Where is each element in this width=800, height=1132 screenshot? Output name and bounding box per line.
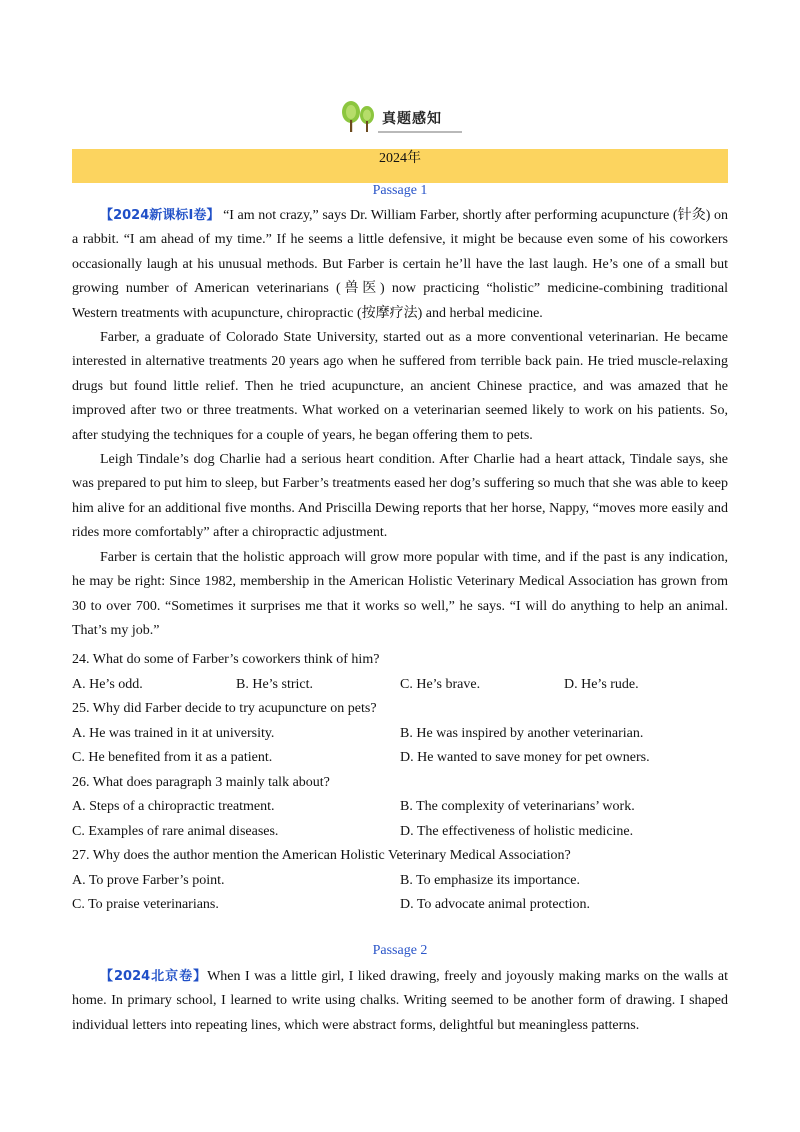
option-row — [72, 893, 728, 918]
question-stem: 25. Why did Farber decide to try acupuncture on pets? — [72, 701, 377, 716]
source-tag: 【2024新课标Ⅰ卷】 — [100, 208, 220, 223]
option-row — [72, 673, 728, 698]
option-d: D. He wanted to save money for pet owners. — [400, 750, 650, 765]
year-banner: 2024年 — [72, 149, 728, 183]
passage-1-paragraph: Farber, a graduate of Colorado State University, started out as a more conventional veterinarian. He became interested in alternative treatments 20 years ago when he suffered from terrible back pain. He tried muscle-relaxing drugs but found little relief. Then he tried acupuncture, an ancient Chinese practice, and was amazed that he improved after two or three treatments. What worked on a veterinarian seemed likely to work on his patients. So, after studying the techniques for a couple of years, he began offering them to pets. — [72, 330, 728, 443]
title-underline — [378, 131, 462, 133]
section-title: 真题感知 — [382, 111, 442, 127]
passage-2-paragraph: 【2024北京卷】When I was a little girl, I liked drawing, freely and joyously making marks on the walls at home. In primary school, I learned to write using chalks. Writing seemed to be another form of drawing. I shaped individual letters into repeating lines, which were abstract forms, delightful but meaningless patterns. — [72, 969, 729, 1033]
option-row — [72, 746, 728, 771]
passage-1-paragraph: Leigh Tindale’s dog Charlie had a serious heart condition. After Charlie had a heart attack, Tindale says, she was prepared to put him to sleep, but Farber’s treatments eased her dog’s suffering so much that she was able to keep him alive for an additional five months. And Priscilla Dewing reports that her horse, Nappy, “moves more easily and rides more comfortably” after a chiropractic adjustment. — [72, 452, 728, 541]
section-header-badge — [338, 100, 462, 136]
option-d: D. He’s rude. — [564, 676, 639, 692]
question-list — [72, 648, 728, 918]
tree-icon — [338, 100, 378, 134]
option-a: A. He’s odd. — [72, 676, 143, 692]
option-row — [72, 820, 728, 845]
option-b: B. He’s strict. — [236, 676, 313, 692]
option-b: B. To emphasize its importance. — [400, 872, 580, 888]
question-stem: 27. Why does the author mention the American Holistic Veterinary Medical Association? — [72, 848, 571, 863]
option-d: D. To advocate animal protection. — [400, 897, 591, 912]
option-row — [72, 869, 728, 894]
passage-1-paragraph: 【2024新课标Ⅰ卷】 “I am not crazy,” says Dr. William Farber, shortly after performing acupuncture (针灸) on a rabbit. “I am ahead of my time.” If he seems a little defensive, it might be because even some of his coworkers occasionally laugh at his unusual methods. But Farber is certain he’ll have the last laugh. He’s one of a small but growing number of American veterinarians (兽医) now practicing “holistic” medicine-combining traditional Western treatments with acupuncture, chiropractic (按摩疗法) and herbal medicine. — [72, 208, 728, 321]
source-tag: 【2024北京卷】 — [100, 969, 208, 984]
option-c: C. He benefited from it as a patient. — [72, 750, 273, 765]
option-a: A. Steps of a chiropractic treatment. — [72, 799, 275, 814]
passage-2-heading: Passage 2 — [372, 943, 428, 958]
option-b: B. The complexity of veterinarians’ work. — [400, 799, 635, 814]
option-d: D. The effectiveness of holistic medicine. — [400, 823, 634, 839]
option-b: B. He was inspired by another veterinarian. — [400, 725, 644, 741]
option-a: A. He was trained in it at university. — [72, 725, 275, 741]
question-stem: 26. What does paragraph 3 mainly talk about? — [72, 774, 330, 790]
passage-1-heading: Passage 1 — [372, 183, 428, 198]
question-stem: 24. What do some of Farber’s coworkers think of him? — [72, 652, 380, 667]
passage-1-body — [72, 204, 728, 643]
option-c: C. To praise veterinarians. — [72, 897, 219, 912]
option-c: C. He’s brave. — [400, 676, 481, 692]
passage-1-paragraph: Farber is certain that the holistic approach will grow more popular with time, and if the past is any indication, he may be right: Since 1982, membership in the American Holistic Veterinary Medical Association has grown from 30 to over 700. “Sometimes it surprises me that it works so well,” he says. “I will do anything to help an animal. That’s my job.” — [72, 549, 728, 638]
passage-2-body — [72, 965, 728, 1038]
option-row — [72, 722, 728, 747]
option-a: A. To prove Farber’s point. — [72, 872, 225, 888]
option-c: C. Examples of rare animal diseases. — [72, 823, 279, 839]
option-row — [72, 795, 728, 820]
